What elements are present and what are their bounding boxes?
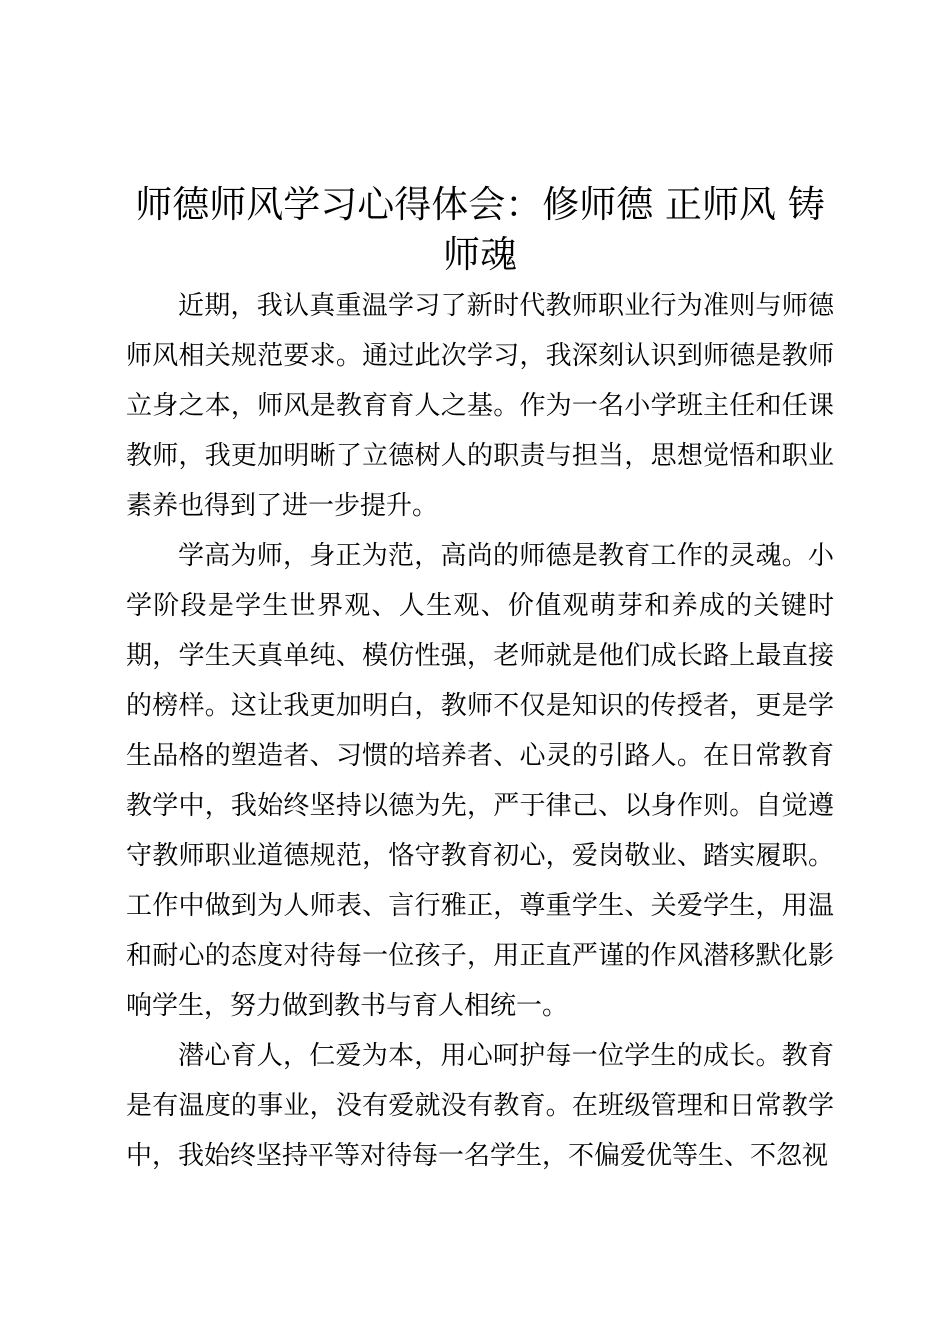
- document-title: 师德师风学习心得体会：修师德 正师风 铸师魂: [135, 183, 825, 276]
- document-body: [126, 281, 834, 1181]
- paragraph-3: 潜心育人，仁爱为本，用心呵护每一位学生的成长。教育是有温度的事业，没有爱就没有教育。在班级管理和日常教学中，我始终坚持平等对待每一名学生，不偏爱优等生、不忽视: [126, 1041, 834, 1171]
- paragraph-2: 学高为师，身正为范，高尚的师德是教育工作的灵魂。小学阶段是学生世界观、人生观、价值观萌芽和养成的关键时期，学生天真单纯、模仿性强，老师就是他们成长路上最直接的榜样。这让我更加明白，教师不仅是知识的传授者，更是学生品格的塑造者、习惯的培养者、心灵的引路人。在日常教育教学中，我始终坚持以德为先，严于律己、以身作则。自觉遵守教师职业道德规范，恪守教育初心，爱岗敬业、踏实履职。工作中做到为人师表、言行雅正，尊重学生、关爱学生，用温和耐心的态度对待每一位孩子，用正直严谨的作风潜移默化影响学生，努力做到教书与育人相统一。: [126, 541, 834, 1021]
- paragraph-1: 近期，我认真重温学习了新时代教师职业行为准则与师德师风相关规范要求。通过此次学习，我深刻认识到师德是教师立身之本，师风是教育育人之基。作为一名小学班主任和任课教师，我更加明晰了立德树人的职责与担当，思想觉悟和职业素养也得到了进一步提升。: [126, 291, 834, 521]
